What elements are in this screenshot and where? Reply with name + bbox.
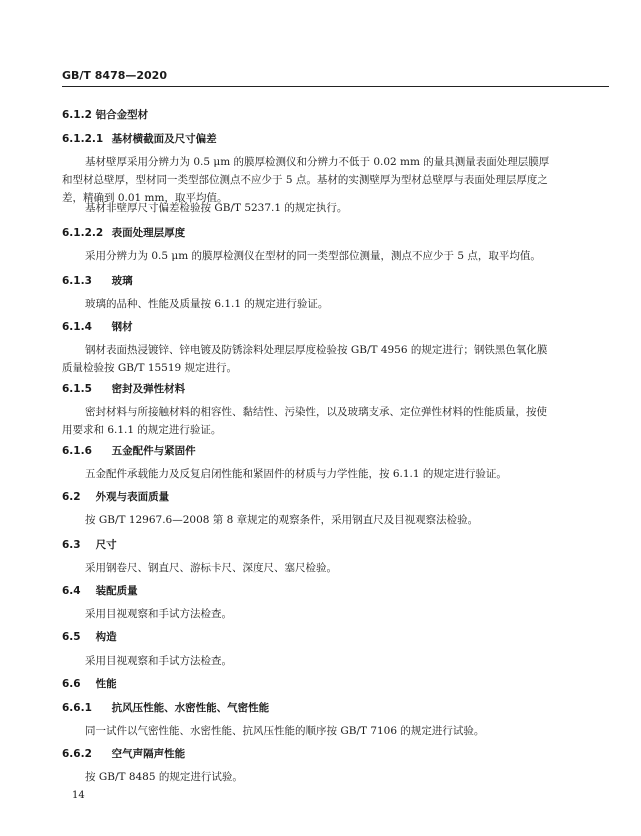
paragraph-text: 五金配件承载能力及反复启闭性能和紧固件的材质与力学性能，按 6.1.1 的规定进行验证。 — [85, 468, 507, 480]
paragraph-text: 按 GB/T 12967.6—2008 第 8 章规定的观察条件，采用钢直尺及目视观察法检验。 — [85, 514, 479, 526]
section-number: 6.1.6 — [62, 445, 92, 457]
paragraph-hardware — [62, 465, 556, 483]
page-number: 14 — [72, 790, 85, 801]
section-title: 抗风压性能、水密性能、气密性能 — [111, 702, 270, 714]
section-title: 钢材 — [111, 321, 133, 333]
section-number: 6.2 — [62, 491, 81, 503]
section-number: 6.6 — [62, 678, 81, 690]
paragraph-glass — [62, 295, 556, 313]
section-number: 6.1.2.1 — [62, 133, 104, 145]
section-title: 五金配件与紧固件 — [111, 445, 196, 457]
paragraph-coating-thickness — [62, 247, 556, 265]
section-number: 6.3 — [62, 539, 81, 551]
section-number: 6.5 — [62, 631, 81, 643]
paragraph-sealing — [62, 403, 556, 439]
paragraph-assembly — [62, 605, 556, 623]
section-heading-6-6-1 — [62, 700, 269, 715]
paragraph-text: 采用分辨力为 0.5 μm 的膜厚检测仪在型材的同一类型部位测量，测点不应少于 5 点，取平均值。 — [85, 250, 541, 262]
section-number: 6.1.5 — [62, 383, 92, 395]
paragraph-text: 采用目视观察和手试方法检查。 — [85, 608, 232, 620]
paragraph-text: 玻璃的品种、性能及质量按 6.1.1 的规定进行验证。 — [85, 298, 329, 310]
section-number: 6.6.2 — [62, 748, 92, 760]
section-title: 构造 — [95, 631, 117, 643]
standard-code: GB/T 8478—2020 — [62, 69, 167, 82]
section-heading-6-6-2 — [62, 746, 185, 761]
section-heading-6-1-5 — [62, 381, 185, 396]
paragraph-text: 同一试件以气密性能、水密性能、抗风压性能的顺序按 GB/T 7106 的规定进行试验。 — [85, 725, 485, 737]
section-number: 6.1.4 — [62, 321, 92, 333]
section-title: 空气声隔声性能 — [111, 748, 186, 760]
section-heading-6-5 — [62, 629, 117, 644]
section-title: 表面处理层厚度 — [111, 227, 186, 239]
section-number: 6.1.2.2 — [62, 227, 104, 239]
section-heading-6-1-2 — [62, 107, 148, 122]
paragraph-sound-insulation — [62, 768, 556, 786]
section-heading-6-2 — [62, 489, 169, 504]
section-title: 尺寸 — [95, 539, 117, 551]
section-title: 铝合金型材 — [95, 109, 149, 121]
paragraph-wind-water-air — [62, 722, 556, 740]
paragraph-construction — [62, 652, 556, 670]
section-title: 装配质量 — [95, 585, 138, 597]
paragraph-dimension-deviation — [62, 199, 556, 217]
section-number: 6.1.3 — [62, 275, 92, 287]
paragraph-text: 按 GB/T 8485 的规定进行试验。 — [85, 771, 243, 783]
paragraph-text: 基材非壁厚尺寸偏差检验按 GB/T 5237.1 的规定执行。 — [85, 202, 348, 214]
paragraph-text: 采用钢卷尺、钢直尺、游标卡尺、深度尺、塞尺检验。 — [85, 562, 337, 574]
paragraph-text: 密封材料与所接触材料的相容性、黏结性、污染性，以及玻璃支承、定位弹性材料的性能质量，按使用要求和 6.1.1 的规定进行验证。 — [62, 406, 547, 436]
section-heading-6-4 — [62, 583, 138, 598]
section-title: 玻璃 — [111, 275, 133, 287]
section-heading-6-6 — [62, 676, 117, 691]
header-rule — [62, 86, 609, 87]
section-title: 外观与表面质量 — [95, 491, 170, 503]
section-number: 6.6.1 — [62, 702, 92, 714]
paragraph-text: 基材壁厚采用分辨力为 0.5 μm 的膜厚检测仪和分辨力不低于 0.02 mm 的量具测量表面处理层膜厚和型材总壁厚，型材同一类型部位测点不应少于 5 点。基材的实测壁厚为型材总壁厚与表面处理层厚度之差，精确到 0.01 mm，取平均值。 — [62, 156, 550, 204]
section-heading-6-3 — [62, 537, 117, 552]
section-heading-6-1-3 — [62, 273, 133, 288]
paragraph-appearance — [62, 511, 556, 529]
section-number: 6.4 — [62, 585, 81, 597]
section-title: 密封及弹性材料 — [111, 383, 186, 395]
section-number: 6.1.2 — [62, 109, 92, 121]
section-heading-6-1-2-1 — [62, 131, 217, 146]
paragraph-dimensions — [62, 559, 556, 577]
paragraph-text: 钢材表面热浸镀锌、锌电镀及防锈涂料处理层厚度检验按 GB/T 4956 的规定进行；钢铁黑色氧化膜质量检验按 GB/T 15519 规定进行。 — [62, 344, 548, 374]
paragraph-steel — [62, 341, 556, 377]
paragraph-text: 采用目视观察和手试方法检查。 — [85, 655, 232, 667]
section-title: 性能 — [95, 678, 117, 690]
section-title: 基材横截面及尺寸偏差 — [111, 133, 217, 145]
section-heading-6-1-4 — [62, 319, 133, 334]
section-heading-6-1-2-2 — [62, 225, 185, 240]
section-heading-6-1-6 — [62, 443, 196, 458]
